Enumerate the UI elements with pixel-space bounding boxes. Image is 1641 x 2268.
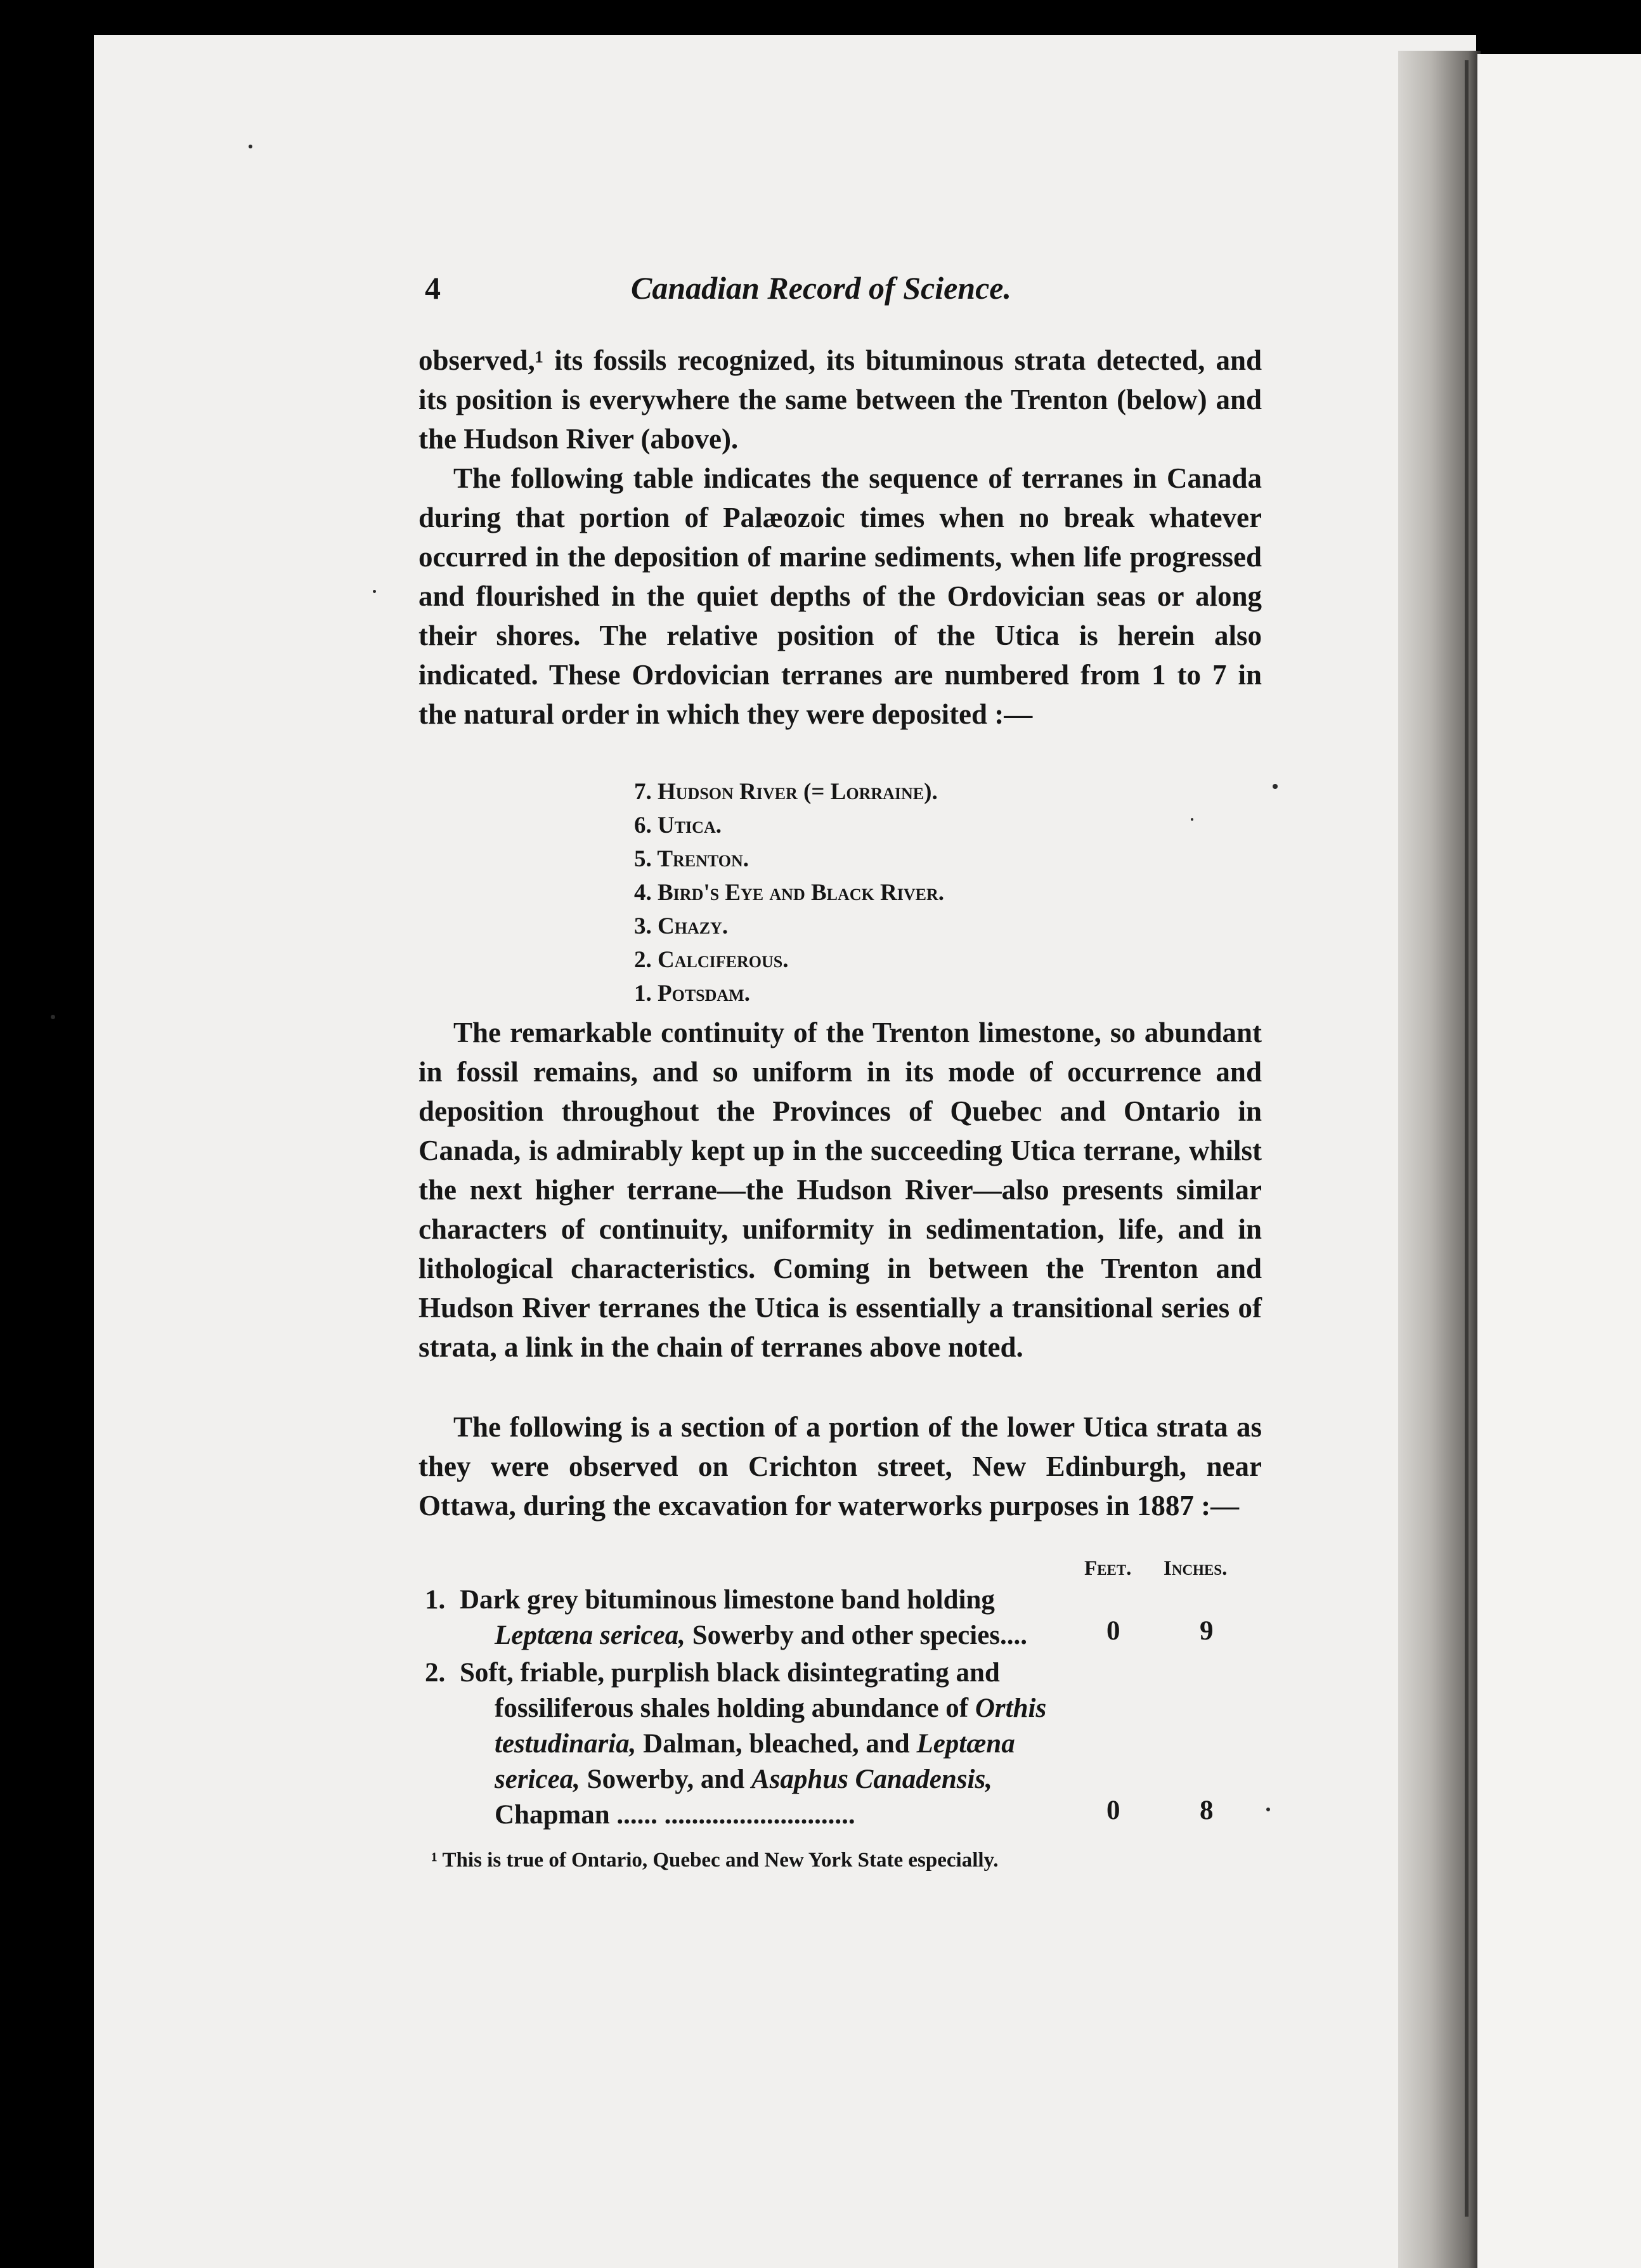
page-number: 4 [425,270,441,306]
terrane-sequence-list [634,775,944,1010]
footnote: ¹ This is true of Ontario, Quebec and New York State especially. [431,1849,999,1872]
list-item: 5. Trenton. [634,846,749,872]
row-line: Chapman ...... ............................ [495,1800,855,1830]
list-item: 3. Chazy. [634,913,729,939]
row-line [460,1762,1125,1797]
adjacent-page-edge [1477,54,1641,2268]
dust-speck [249,145,252,148]
page-fold-line [1465,60,1469,2217]
row-feet-value: 0 [1106,1616,1120,1646]
row-text: Dalman, bleached, and [636,1729,917,1759]
row-description [460,1582,1125,1653]
list-item: 6. Utica. [634,812,722,838]
row-inches-value: 9 [1200,1616,1214,1646]
row-line: Soft, friable, purplish black disintegrating and [460,1658,1000,1688]
species-name: Orthis [975,1693,1047,1723]
dust-speck [51,1015,55,1019]
row-number: 1. [425,1585,446,1615]
dust-speck [1266,1808,1270,1811]
species-name: testudinaria, [495,1729,637,1759]
list-item: 4. Bird's Eye and Black River. [634,880,944,906]
row-description [460,1655,1125,1833]
paragraph-section-intro: The following is a section of a portion of the lower Utica strata as they were observed on Crichton street, New Edinburgh, near Ottawa, during the excavation for waterworks purposes in 1887 :— [418,1411,1262,1522]
paragraph-continuity: The remarkable continuity of the Trenton limestone, so abundant in fossil remains, and so uniform in its mode of occurrence and deposition throughout the Provinces of Quebec and Ontario in Canada, is admirably kept up in the succeeding Utica terrane, whilst the next higher terrane—the Hudson River—also presents similar characters of continuity, uniformity in sedimentation, life, and in lithological characteristics. Coming in between the Trenton and Hudson River terranes the Utica is essentially a transitional series of strata, a link in the chain of terranes above noted. [418,1017,1262,1363]
row-line: Dark grey bituminous limestone band holding [460,1585,995,1615]
dust-speck [1273,784,1278,789]
species-name: Asaphus Canadensis, [751,1764,992,1794]
row-text: Sowerby, and [580,1764,751,1794]
row-text: Sowerby and other species.... [685,1620,1028,1650]
paragraph-terrane-intro: The following table indicates the sequence of terranes in Canada during that portion of Palæozoic times when no break whatever occurred in the deposition of marine sediments, when life progressed and flourished in the quiet depths of the Ordovician seas or along their shores. The relative position of the Utica is herein also indicated. These Ordovician terranes are numbered from 1 to 7 in the natural order in which they were deposited :— [418,462,1262,730]
row-number: 2. [425,1658,446,1688]
species-name: Leptæna [916,1729,1015,1759]
dust-speck [1191,818,1193,821]
row-line [460,1691,1125,1726]
row-feet-value: 0 [1106,1796,1120,1825]
species-name: sericea, [495,1764,580,1794]
running-title: Canadian Record of Science. [631,270,1011,306]
species-name: Leptæna sericea, [495,1620,685,1650]
row-line [460,1618,1125,1653]
list-item: 7. Hudson River (= Lorraine). [634,779,938,805]
list-item: 1. Potsdam. [634,981,750,1007]
list-item: 2. Calciferous. [634,947,789,973]
row-line [460,1726,1125,1762]
page-header [418,270,1268,314]
column-header-inches: Inches. [1164,1557,1228,1580]
row-inches-value: 8 [1200,1796,1214,1825]
row-text: fossiliferous shales holding abundance of [495,1693,975,1723]
column-header-feet: Feet. [1084,1557,1132,1580]
paragraph-continuation: observed,¹ its fossils recognized, its bituminous strata detected, and its position is everywhere the same between the Trenton (below) and the Hudson River (above). [418,344,1262,455]
dust-speck [373,590,376,593]
